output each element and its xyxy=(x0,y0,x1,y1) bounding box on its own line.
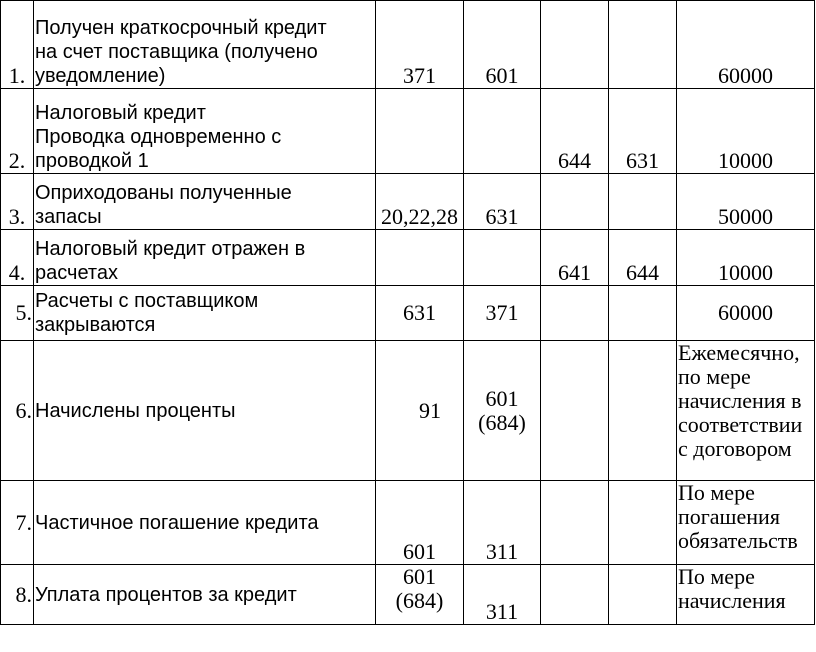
row-number: 6. xyxy=(1,341,34,481)
amount: 10000 xyxy=(677,89,815,174)
row-number: 3. xyxy=(1,174,34,230)
note: По мере погашения обязательств xyxy=(677,481,815,565)
row-number: 8. xyxy=(1,565,34,625)
tax-debit-account xyxy=(541,341,609,481)
credit-account xyxy=(464,89,541,174)
table-row xyxy=(1,89,815,174)
debit-account: 601 (684) xyxy=(376,565,464,625)
tax-debit-account xyxy=(541,481,609,565)
credit-account: 311 xyxy=(464,565,541,625)
note: Ежемесячно, по мере начисления в соответствии с договором xyxy=(677,341,815,481)
row-number: 5. xyxy=(1,286,34,341)
table-row xyxy=(1,1,815,89)
amount: 60000 xyxy=(677,1,815,89)
tax-credit-account xyxy=(609,174,677,230)
table-row xyxy=(1,481,815,565)
operation-description: Начислены проценты xyxy=(34,341,376,481)
debit-account: 371 xyxy=(376,1,464,89)
debit-account xyxy=(376,89,464,174)
amount: 50000 xyxy=(677,174,815,230)
amount: 60000 xyxy=(677,286,815,341)
tax-credit-account: 644 xyxy=(609,230,677,286)
row-number: 7. xyxy=(1,481,34,565)
operation-description: Налоговый кредит Проводка одновременно с проводкой 1 xyxy=(34,89,376,174)
credit-account: 311 xyxy=(464,481,541,565)
row-number: 1. xyxy=(1,1,34,89)
row-number: 2. xyxy=(1,89,34,174)
tax-credit-account xyxy=(609,286,677,341)
tax-debit-account xyxy=(541,565,609,625)
debit-account: 91 xyxy=(376,341,464,481)
tax-credit-account xyxy=(609,565,677,625)
credit-account: 601 xyxy=(464,1,541,89)
operation-description: Частичное погашение кредита xyxy=(34,481,376,565)
table-row xyxy=(1,286,815,341)
operation-description: Расчеты с поставщиком закрываются xyxy=(34,286,376,341)
table-row xyxy=(1,341,815,481)
operation-description: Оприходованы полученные запасы xyxy=(34,174,376,230)
table-row xyxy=(1,174,815,230)
tax-debit-account xyxy=(541,1,609,89)
debit-account xyxy=(376,230,464,286)
tax-credit-account xyxy=(609,341,677,481)
debit-account: 631 xyxy=(376,286,464,341)
tax-credit-account xyxy=(609,1,677,89)
credit-account: 601 (684) xyxy=(464,341,541,481)
table-row xyxy=(1,565,815,625)
tax-debit-account: 641 xyxy=(541,230,609,286)
table-row xyxy=(1,230,815,286)
operation-description: Налоговый кредит отражен в расчетах xyxy=(34,230,376,286)
operation-description: Получен краткосрочный кредит на счет поставщика (получено уведомление) xyxy=(34,1,376,89)
debit-account: 20,22,28 xyxy=(376,174,464,230)
note: По мере начисления xyxy=(677,565,815,625)
tax-debit-account: 644 xyxy=(541,89,609,174)
tax-debit-account xyxy=(541,174,609,230)
credit-account: 631 xyxy=(464,174,541,230)
row-number: 4. xyxy=(1,230,34,286)
debit-account: 601 xyxy=(376,481,464,565)
tax-debit-account xyxy=(541,286,609,341)
operation-description: Уплата процентов за кредит xyxy=(34,565,376,625)
credit-account xyxy=(464,230,541,286)
credit-account: 371 xyxy=(464,286,541,341)
tax-credit-account: 631 xyxy=(609,89,677,174)
amount: 10000 xyxy=(677,230,815,286)
tax-credit-account xyxy=(609,481,677,565)
